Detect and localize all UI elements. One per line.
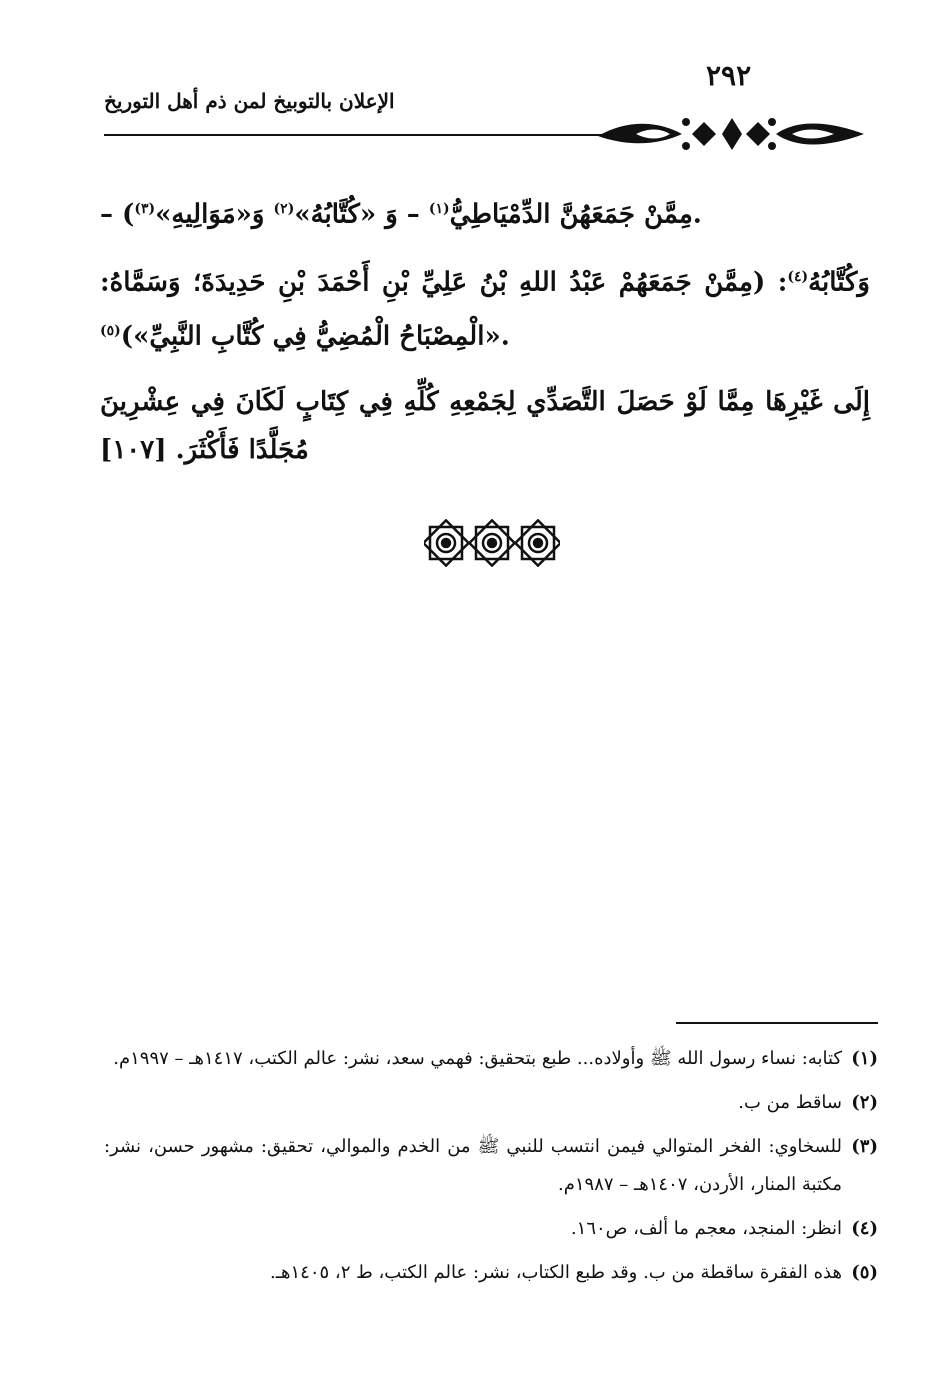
footnote-text: للسخاوي: الفخر المتوالي فيمن انتسب للنبي ﷺ من الخدم والموالي، تحقيق: مشهور حسن، نشر: مكتبة المنار، الأردن، ١٤٠٧هـ – ١٩٨٧م. bbox=[104, 1136, 842, 1195]
p1-text-b: – وَ «كُتَّابُهُ» bbox=[294, 199, 429, 230]
footnote-number: (٤) bbox=[851, 1218, 878, 1239]
footnote-number: (١) bbox=[851, 1048, 878, 1069]
footnote-separator bbox=[676, 1022, 878, 1024]
footnote-ref-3[interactable]: (٣) bbox=[134, 201, 156, 217]
paragraph-2 bbox=[100, 253, 870, 360]
footnote-5 bbox=[104, 1254, 878, 1292]
footnote-1 bbox=[104, 1040, 878, 1078]
p2-text-c: . bbox=[500, 321, 510, 352]
p1-text-a: – (مِمَّنْ جَمَعَهُنَّ الدِّمْيَاطِيُّ bbox=[100, 199, 693, 230]
footnote-number: (٥) bbox=[851, 1262, 878, 1283]
running-title: الإعلان بالتوبيخ لمن ذم أهل التوريخ bbox=[104, 89, 395, 113]
section-divider-ornament-icon bbox=[424, 519, 560, 567]
footnote-ref-2[interactable]: (٢) bbox=[273, 201, 295, 217]
footnote-ref-4[interactable]: (٤) bbox=[787, 269, 809, 285]
p2-text-a: وَكُتَّابُهُ bbox=[808, 267, 870, 298]
footnote-text: كتابه: نساء رسول الله ﷺ وأولاده... طبع بتحقيق: فهمي سعد، نشر: عالم الكتب، ١٤١٧هـ – ١٩٩٧م. bbox=[113, 1048, 842, 1069]
footnote-text: ساقط من ب. bbox=[738, 1092, 842, 1113]
footnotes bbox=[104, 1040, 878, 1298]
p1-text-d: . bbox=[692, 199, 702, 230]
page-number: ٢٩٢ bbox=[706, 59, 752, 92]
header-rule bbox=[104, 134, 604, 136]
footnote-number: (٣) bbox=[851, 1136, 878, 1157]
footnote-ref-1[interactable]: (١) bbox=[428, 201, 450, 217]
paragraph-1 bbox=[100, 185, 870, 239]
header-ornament-icon bbox=[596, 112, 866, 156]
footnote-text: انظر: المنجد، معجم ما ألف، ص١٦٠. bbox=[570, 1218, 842, 1239]
footnote-2 bbox=[104, 1084, 878, 1122]
p2-text-b: : (مِمَّنْ جَمَعَهُمْ عَبْدُ اللهِ بْنُ عَلِيِّ بْنِ أَحْمَدَ بْنِ حَدِيدَةَ؛ وَسَمَّاهُ: «الْمِصْبَاحُ الْمُضِيُّ فِي كُتَّابِ النَّبِيِّ») bbox=[100, 267, 788, 352]
p1-text-c: وَ«مَوَالِيهِ» bbox=[155, 199, 274, 230]
footnote-3 bbox=[104, 1128, 878, 1204]
paragraph-3: إِلَى غَيْرِهَا مِمَّا لَوْ حَصَلَ التَّصَدِّي لِجَمْعِهِ كُلِّهِ فِي كِتَابٍ لَكَانَ فِي عِشْرِينَ مُجَلَّدًا فَأَكْثَرَ. [١٠٧] bbox=[100, 387, 870, 465]
footnote-ref-5[interactable]: (٥) bbox=[100, 322, 121, 339]
footnote-number: (٢) bbox=[851, 1092, 878, 1113]
footnote-text: هذه الفقرة ساقطة من ب. وقد طبع الكتاب، نشر: عالم الكتب، ط ٢، ١٤٠٥هـ. bbox=[270, 1262, 842, 1283]
footnote-4 bbox=[104, 1210, 878, 1248]
